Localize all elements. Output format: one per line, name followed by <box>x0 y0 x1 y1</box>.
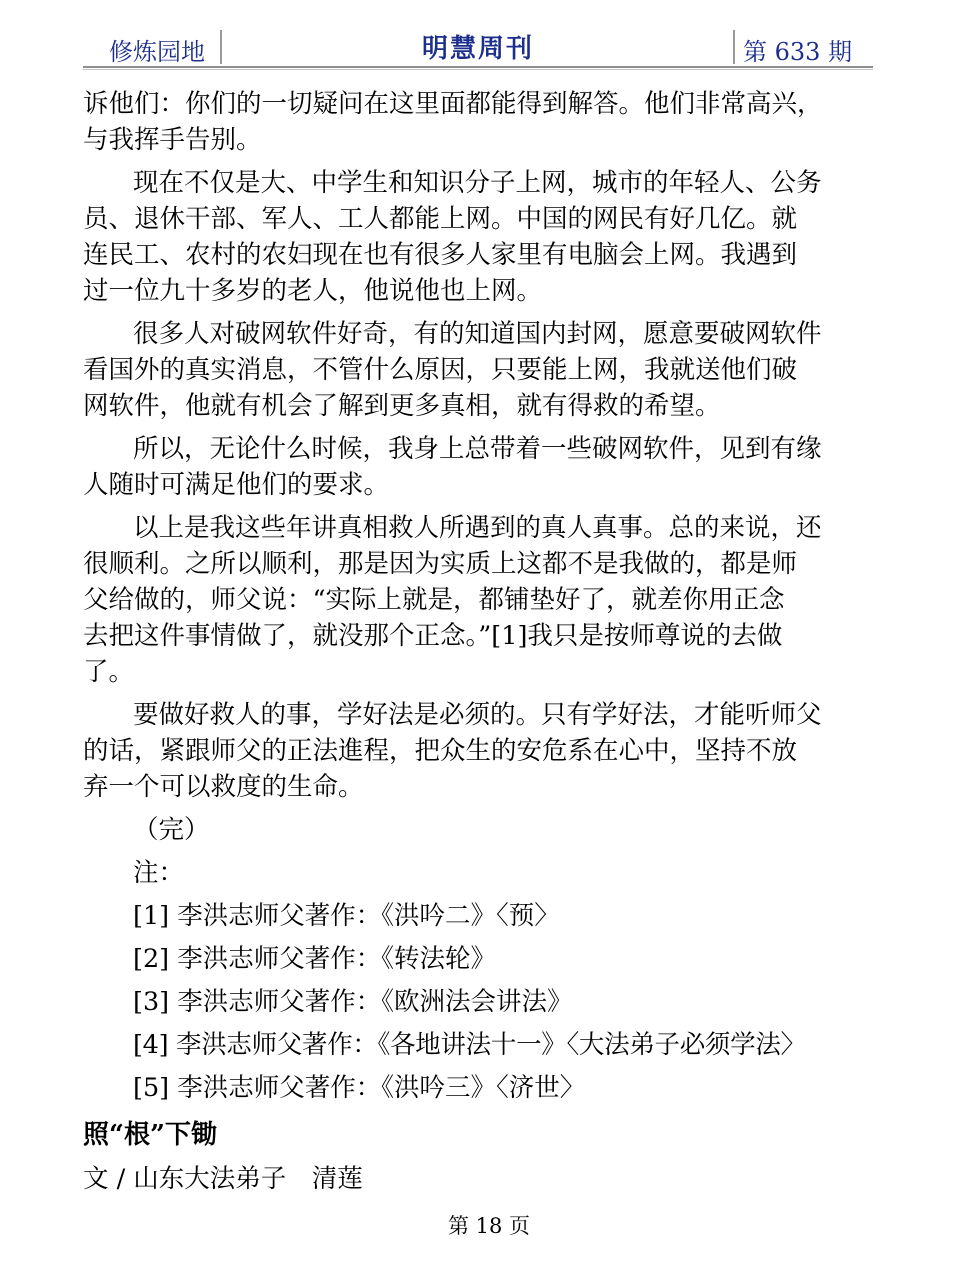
notes-label: 注： <box>133 858 185 888</box>
text-line: 员、退休干部、军人、工人都能上网。中国的网民有好几亿。就 <box>83 204 798 234</box>
text-line: 以上是我这些年讲真相救人所遇到的真人真事。总的来说，还 <box>133 513 822 543</box>
text-line: 的话，紧跟师父的正法進程，把众生的安危系在心中，坚持不放 <box>83 736 798 766</box>
footnote: [2] 李洪志师父著作：《转法轮》 <box>133 944 496 974</box>
paragraph <box>83 316 873 424</box>
footnote: [5] 李洪志师父著作：《洪吟三》〈济世〉 <box>133 1073 586 1103</box>
article-body <box>83 86 873 1113</box>
text-line: 人随时可满足他们的要求。 <box>83 470 390 500</box>
footnote: [3] 李洪志师父著作：《欧洲法会讲法》 <box>133 987 573 1017</box>
text-line: 去把这件事情做了，就没那个正念。”[1]我只是按师尊说的去做 <box>83 621 783 651</box>
text-line: 诉他们：你们的一切疑问在这里面都能得到解答。他们非常高兴， <box>83 89 823 119</box>
section-name: 修炼园地 <box>109 38 205 66</box>
text-line: 要做好救人的事，学好法是必须的。只有学好法，才能听师父 <box>133 700 822 730</box>
footnote: [4] 李洪志师父著作：《各地讲法十一》〈大法弟子必须学法〉 <box>133 1030 806 1060</box>
text-line: 了。 <box>83 657 135 687</box>
text-line: 过一位九十多岁的老人，他说他也上网。 <box>83 276 543 306</box>
publication-title: 明慧周刊 <box>421 34 534 64</box>
paragraph <box>83 86 873 158</box>
paragraph <box>83 510 873 690</box>
text-line: 与我挥手告别。 <box>83 125 262 155</box>
paragraph <box>83 431 873 503</box>
paragraph <box>83 165 873 309</box>
footnote: [1] 李洪志师父著作：《洪吟二》〈预〉 <box>133 901 560 931</box>
paragraph <box>83 697 873 805</box>
header-rule <box>83 66 873 68</box>
text-line: 父给做的，师父说：“实际上就是，都铺垫好了，就差你用正念 <box>83 585 785 615</box>
text-line: 看国外的真实消息，不管什么原因，只要能上网，我就送他们破 <box>83 355 798 385</box>
text-line: 网软件，他就有机会了解到更多真相，就有得救的希望。 <box>83 391 721 421</box>
page-number: 第 18 页 <box>447 1214 531 1238</box>
text-line: 连民工、农村的农妇现在也有很多人家里有电脑会上网。我遇到 <box>83 240 798 270</box>
header-divider <box>733 30 735 64</box>
issue-number: 第 633 期 <box>743 38 853 66</box>
text-line: 现在不仅是大、中学生和知识分子上网，城市的年轻人、公务 <box>133 168 822 198</box>
text-line: 很多人对破网软件好奇，有的知道国内封网，愿意要破网软件 <box>133 319 822 349</box>
text-line: 所以，无论什么时候，我身上总带着一些破网软件，见到有缘 <box>133 434 822 464</box>
page-header <box>83 28 873 68</box>
end-mark: （完） <box>133 815 210 845</box>
next-article-byline: 文 / 山东大法弟子 清莲 <box>83 1164 363 1194</box>
next-article-title: 照“根”下锄 <box>83 1120 217 1150</box>
header-rule-thin <box>83 69 873 70</box>
text-line: 很顺利。之所以顺利，那是因为实质上这都不是我做的，都是师 <box>83 549 798 579</box>
text-line: 弃一个可以救度的生命。 <box>83 772 364 802</box>
